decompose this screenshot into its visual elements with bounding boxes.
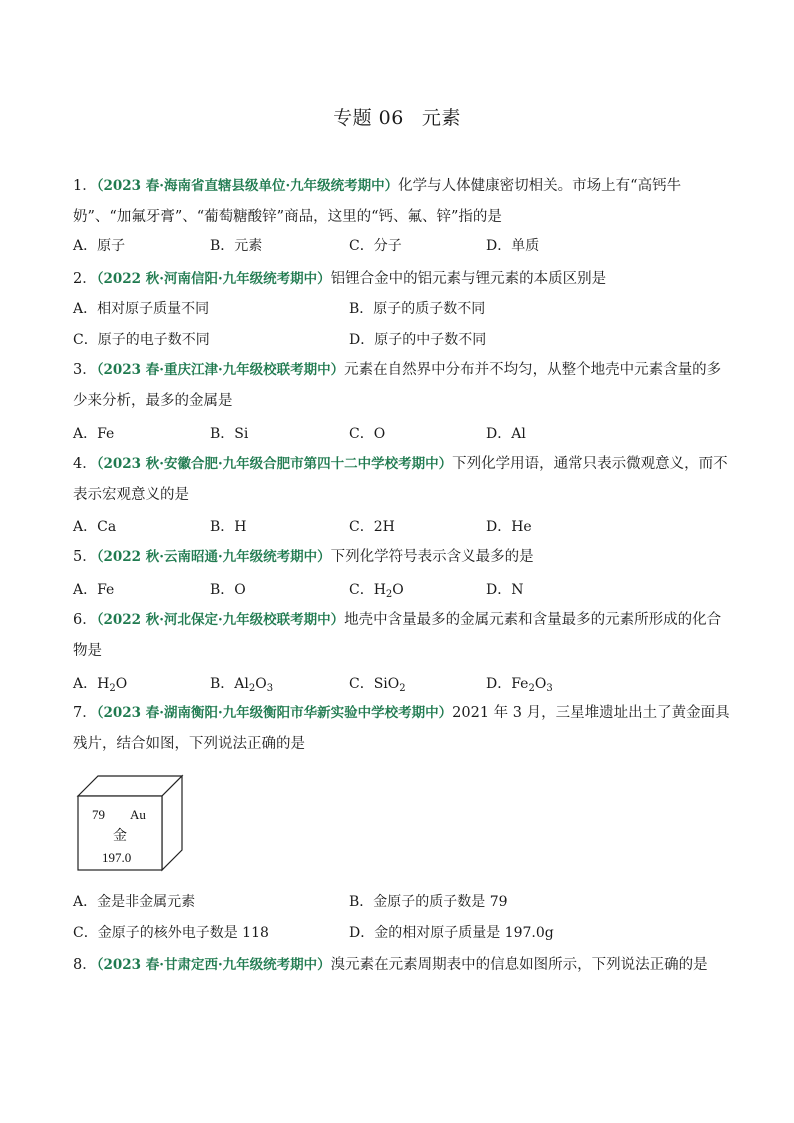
option-d[interactable]: D．单质	[486, 238, 540, 254]
option-a[interactable]: A．Fe	[73, 426, 115, 442]
question-text: 2021 年 3 月，三星堆遗址出土了黄金面具残片，结合如图，下列说法正确的是	[73, 705, 730, 752]
option-c[interactable]: C．$H_2O$	[349, 582, 404, 600]
question-8: 8．（2023 春·甘肃定西·九年级统考期中）溴元素在元素周期表中的信息如图所示，下列说法正确的是	[73, 957, 708, 973]
topic-number: 专题 06	[333, 107, 404, 129]
option-b[interactable]: B．$Al_2O_3$	[210, 676, 274, 694]
question-2: 2．（2022 秋·河南信阳·九年级统考期中）铝锂合金中的铝元素与锂元素的本质区别是	[73, 271, 607, 287]
question-3: 3．（2023 春·重庆江津·九年级校联考期中）元素在自然界中分布并不均匀，从整个地壳中元素含量的多少来分析，最多的金属是	[73, 362, 722, 409]
option-c[interactable]: C．O	[349, 426, 386, 442]
option-c[interactable]: C．2H	[349, 519, 395, 535]
question-text: 溴元素在元素周期表中的信息如图所示，下列说法正确的是	[330, 957, 708, 973]
question-text: 元素在自然界中分布并不均匀，从整个地壳中元素含量的多少来分析，最多的金属是	[73, 362, 722, 409]
option-c[interactable]: C．金原子的核外电子数是 118	[73, 925, 269, 941]
question-1: 1．（2023 春·海南省直辖县级单位·九年级统考期中）化学与人体健康密切相关。市场上有“高钙牛奶”、“加氟牙膏”、“葡萄糖酸锌”商品，这里的“钙、氟、锌”指的是	[73, 178, 682, 225]
element-symbol: Au	[130, 807, 146, 822]
option-a[interactable]: A．Ca	[73, 519, 117, 535]
option-a[interactable]: A．原子	[73, 238, 126, 254]
option-b[interactable]: B．O	[210, 582, 246, 598]
question-4: 4．（2023 秋·安徽合肥·九年级合肥市第四十二中学校考期中）下列化学用语，通常只表示微观意义，而不表示宏观意义的是	[73, 456, 728, 503]
option-b[interactable]: B．Si	[210, 426, 249, 442]
option-d[interactable]: D．Al	[486, 426, 526, 442]
question-source: （2023 春·湖南衡阳·九年级衡阳市华新实验中学校考期中）	[96, 705, 453, 721]
question-text: 地壳中含量最多的金属元素和含量最多的元素所形成的化合物是	[73, 612, 722, 659]
option-d[interactable]: D．$Fe_2O_3$	[486, 676, 553, 694]
question-source: （2023 春·重庆江津·九年级校联考期中）	[96, 362, 345, 378]
option-d[interactable]: D．He	[486, 519, 532, 535]
question-source: （2022 秋·云南昭通·九年级统考期中）	[96, 549, 331, 565]
option-c[interactable]: C．原子的电子数不同	[73, 332, 210, 348]
question-5: 5．（2022 秋·云南昭通·九年级统考期中）下列化学符号表示含义最多的是	[73, 549, 534, 565]
gold-element-card-figure	[76, 774, 184, 872]
question-7: 7．（2023 春·湖南衡阳·九年级衡阳市华新实验中学校考期中）2021 年 3 月，三星堆遗址出土了黄金面具残片，结合如图，下列说法正确的是	[73, 705, 730, 752]
question-source: （2023 春·甘肃定西·九年级统考期中）	[96, 957, 331, 973]
question-source: （2022 秋·河北保定·九年级校联考期中）	[96, 612, 345, 628]
option-d[interactable]: D．原子的中子数不同	[349, 332, 487, 348]
atomic-number: 79	[92, 807, 105, 822]
question-source: （2023 春·海南省直辖县级单位·九年级统考期中）	[96, 178, 399, 194]
question-text: 下列化学用语，通常只表示微观意义，而不表示宏观意义的是	[73, 456, 728, 503]
element-name: 金	[113, 828, 127, 844]
option-b[interactable]: B．H	[210, 519, 247, 535]
question-text: 铝锂合金中的铝元素与锂元素的本质区别是	[330, 271, 607, 287]
option-a[interactable]: A．$H_2O$	[73, 676, 128, 694]
question-source: （2022 秋·河南信阳·九年级统考期中）	[96, 271, 331, 287]
option-d[interactable]: D．金的相对原子质量是 197.0g	[349, 925, 554, 941]
question-text: 下列化学符号表示含义最多的是	[330, 549, 534, 565]
option-a[interactable]: A．相对原子质量不同	[73, 301, 210, 317]
option-b[interactable]: B．原子的质子数不同	[349, 301, 486, 317]
question-source: （2023 秋·安徽合肥·九年级合肥市第四十二中学校考期中）	[96, 456, 453, 472]
topic-name: 元素	[421, 107, 461, 129]
page-title	[0, 103, 794, 130]
atomic-mass: 197.0	[102, 850, 132, 865]
question-6: 6．（2022 秋·河北保定·九年级校联考期中）地壳中含量最多的金属元素和含量最多的元素所形成的化合物是	[73, 612, 722, 659]
option-b[interactable]: B．元素	[210, 238, 263, 254]
option-b[interactable]: B．金原子的质子数是 79	[349, 894, 508, 910]
option-a[interactable]: A．Fe	[73, 582, 115, 598]
question-text: 化学与人体健康密切相关。市场上有“高钙牛奶”、“加氟牙膏”、“葡萄糖酸锌”商品，这里的“钙、氟、锌”指的是	[73, 178, 682, 225]
option-c[interactable]: C．SiO$_2$	[349, 676, 406, 694]
option-a[interactable]: A．金是非金属元素	[73, 894, 196, 910]
option-c[interactable]: C．分子	[349, 238, 402, 254]
option-d[interactable]: D．N	[486, 582, 524, 598]
